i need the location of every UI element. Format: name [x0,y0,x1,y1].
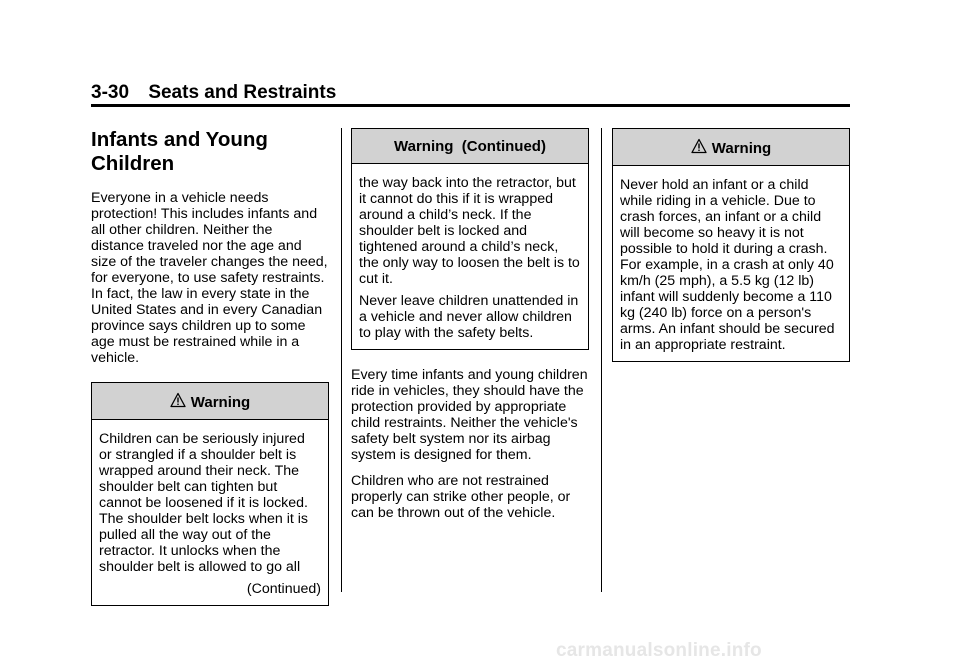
warning-text: Never hold an infant or a child while riding in a vehicle. Due to crash forces, an infant or a child will become so heavy it is not possible to hold it during a crash. For example, in a crash at only 40 km/h (25 mph), a 5.5 kg (12 lb) infant will suddenly become a 110 kg (240 lb) force on a person's arms. An infant should be secured in an appropriate restraint. [620,177,835,353]
warning-body [92,420,328,605]
continued-label: (Continued) [246,581,321,597]
warning-title: Warning [711,140,772,157]
warning-text: Never leave children unattended in a vehicle and never allow children to play with the safety belts. [359,293,579,341]
warning-box [91,382,329,606]
warning-body [613,166,849,361]
warning-title: Warning [190,394,251,411]
column-3 [612,128,850,362]
section-title: Seats and Restraints [148,82,337,103]
warning-title: Warning (Continued) [394,138,546,155]
intro-paragraph: Everyone in a vehicle needs protection! This includes infants and all other children. Neither the distance traveled nor the age and size of the traveler changes the need, for everyone, to use safety restraints. In fact, the law in every state in the United States and in every Canadian province says children up to some age must be restrained while in a vehicle. [91,190,328,366]
warning-header [613,129,849,166]
warning-body [352,164,588,349]
body-paragraph: Children who are not restrained properly can strike other people, or can be thrown out of the vehicle. [351,473,571,521]
warning-triangle-icon [691,138,707,154]
column-1 [91,128,329,606]
body-paragraph: Every time infants and young children ride in vehicles, they should have the protection provided by appropriate child restraints. Neither the vehicle's safety belt system nor its airbag system is designed for them. [351,367,588,463]
header-rule [91,104,850,107]
column-divider [601,128,602,592]
warning-header [352,129,588,164]
watermark-logo: carmanualsonline.info [556,640,762,661]
warning-header [92,383,328,420]
column-2 [351,128,589,531]
page-number: 3-30 [91,82,130,103]
warning-continued-box [351,128,589,350]
section-heading: Infants and Young Children [91,128,268,175]
warning-box [612,128,850,362]
warning-text: the way back into the retractor, but it cannot do this if it is wrapped around a child’s neck. If the shoulder belt is locked and tightened around a child’s neck, the only way to loosen the belt is to cut it. [359,175,580,287]
warning-triangle-icon [170,392,186,408]
warning-text: Children can be seriously injured or strangled if a shoulder belt is wrapped around their neck. The shoulder belt can tighten but cannot be loosened if it is locked. The shoulder belt locks when it is pulled all the way out of the retractor. It unlocks when the shoulder belt is allowed to go all [99,431,309,575]
column-divider [341,128,342,592]
